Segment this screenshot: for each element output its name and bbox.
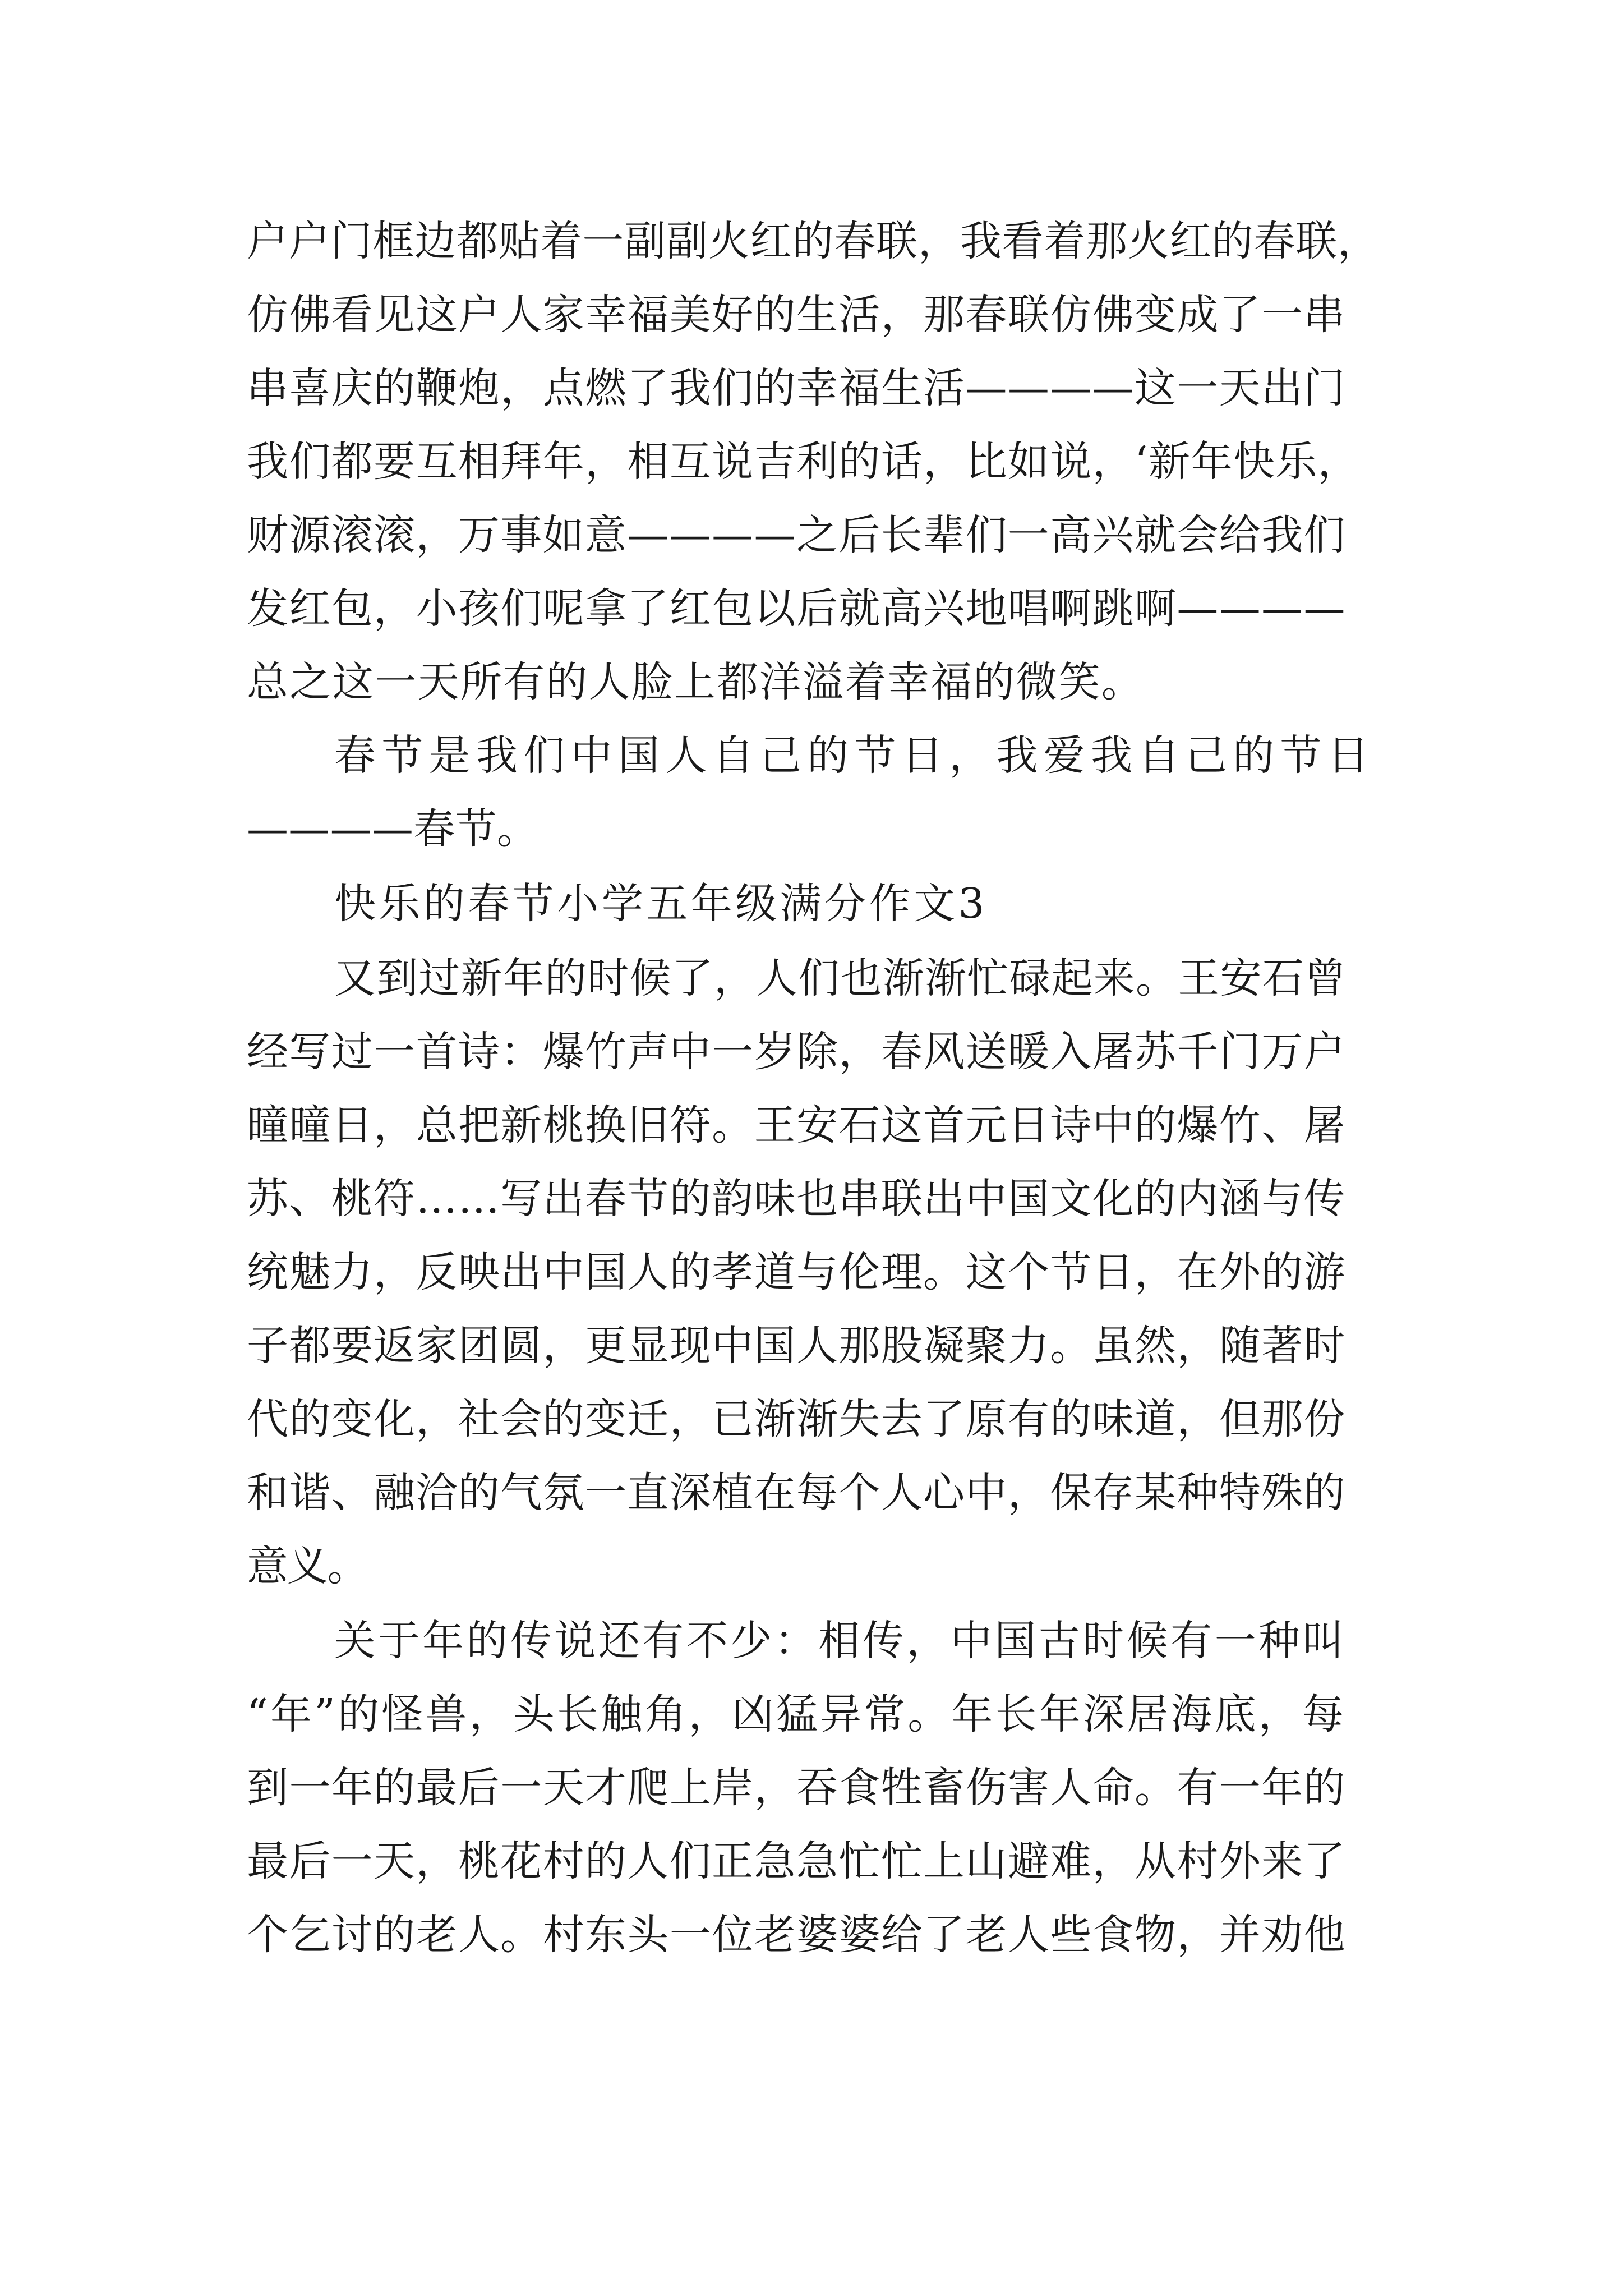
text-line: 总之这一天所有的人脸上都洋溢着幸福的微笑。 bbox=[247, 658, 1144, 706]
text-line: 子都要返家团圆，更显现中国人那股凝聚力。虽然，随著时 bbox=[247, 1322, 1346, 1370]
text-line: 个乞讨的老人。村东头一位老婆婆给了老人些食物，并劝他 bbox=[247, 1911, 1346, 1959]
paragraph-first-line: 春节是我们中国人自己的节日，我爱我自己的节日 bbox=[334, 731, 1375, 780]
text-line: 代的变化，社会的变迁，已渐渐失去了原有的味道，但那份 bbox=[247, 1395, 1346, 1443]
text-line: 串喜庆的鞭炮，点燃了我们的幸福生活————这一天出门 bbox=[247, 364, 1346, 412]
text-line: 经写过一首诗：爆竹声中一岁除，春风送暖入屠苏千门万户 bbox=[247, 1028, 1346, 1076]
paragraph-first-line: 关于年的传说还有不少：相传，中国古时候有一种叫 bbox=[334, 1617, 1347, 1665]
section-heading: 快乐的春节小学五年级满分作文3 bbox=[334, 880, 988, 928]
text-line: 我们都要互相拜年，相互说吉利的话，比如说，‘新年快乐， bbox=[247, 438, 1361, 486]
text-line: 财源滚滚，万事如意————之后长辈们一高兴就会给我们 bbox=[247, 511, 1346, 559]
text-line: 和谐、融洽的气氛一直深植在每个人心中，保存某种特殊的 bbox=[247, 1469, 1346, 1517]
text-line: 统魅力，反映出中国人的孝道与伦理。这个节日，在外的游 bbox=[247, 1248, 1346, 1296]
text-line: 仿佛看见这户人家幸福美好的生活，那春联仿佛变成了一串 bbox=[247, 291, 1346, 339]
text-line: 苏、桃符……写出春节的韵味也串联出中国文化的内涵与传 bbox=[247, 1175, 1346, 1223]
paragraph-first-line: 又到过新年的时候了，人们也渐渐忙碌起来。王安石曾 bbox=[334, 954, 1347, 1002]
text-line: 户户门框边都贴着一副副火红的春联，我看着那火红的春联， bbox=[247, 217, 1380, 265]
text-line: 最后一天，桃花村的人们正急急忙忙上山避难，从村外来了 bbox=[247, 1837, 1346, 1885]
text-line: 曈曈日，总把新桃换旧符。王安石这首元日诗中的爆竹、屠 bbox=[247, 1101, 1346, 1149]
text-line: 意义。 bbox=[247, 1542, 368, 1590]
text-line: 到一年的最后一天才爬上岸，吞食牲畜伤害人命。有一年的 bbox=[247, 1764, 1346, 1812]
text-line: 发红包，小孩们呢拿了红包以后就高兴地唱啊跳啊———— bbox=[247, 585, 1346, 633]
text-line: “年”的怪兽，头长触角，凶猛异常。年长年深居海底，每 bbox=[247, 1690, 1347, 1738]
text-line: ————春节。 bbox=[247, 805, 539, 853]
